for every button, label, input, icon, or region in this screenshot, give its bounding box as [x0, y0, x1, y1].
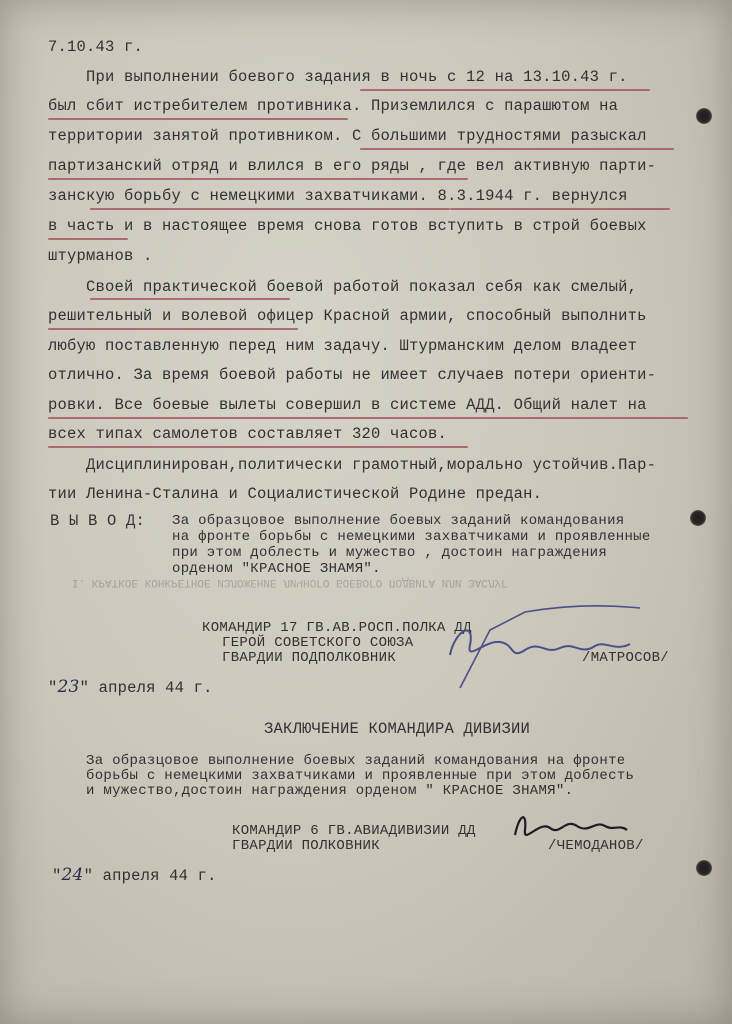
date2-day: 24 [61, 865, 84, 885]
division-text-line: борьбы с немецкими захватчиками и проявленные при этом доблесть [86, 768, 635, 784]
commander2-line: КОМАНДИР 6 ГВ.АВИАДИВИЗИИ ДД [232, 823, 476, 839]
date-line: 7.10.43 г. [48, 38, 144, 56]
conclusion-label: В Ы В О Д: [50, 512, 146, 530]
date2-rest: апреля 44 г. [102, 867, 217, 885]
punch-hole [696, 860, 712, 876]
division-text-line: За образцовое выполнение боевых заданий командования на фронте [86, 753, 626, 769]
pencil-underline [48, 417, 688, 419]
pencil-underline [48, 446, 468, 448]
commander1-line: ГЕРОЙ СОВЕТСКОГО СОЮЗА [222, 635, 414, 651]
punch-hole [690, 510, 706, 526]
paragraph1-line: территории занятой противником. С большими трудностями разыскал [48, 127, 647, 145]
paragraph2-line: решительный и волевой офицер Красной армии, способный выполнить [48, 307, 647, 325]
paragraph2-line: Своей практической боевой работой показал себя как смелый, [86, 278, 638, 296]
paragraph2-line: любую поставленную перед ним задачу. Штурманским делом владеет [48, 337, 638, 355]
commander2-name: /ЧЕМОДАНОВ/ [548, 838, 644, 854]
date1-rest: апреля 44 г. [98, 679, 213, 697]
punch-hole [696, 108, 712, 124]
pencil-underline [48, 118, 348, 120]
commander2-line: ГВАРДИИ ПОЛКОВНИК [232, 838, 380, 854]
paragraph2-line: ровки. Все боевые вылеты совершил в системе АДД. Общий налет на [48, 396, 647, 414]
pencil-underline [360, 89, 650, 91]
division-text-line: и мужество,достоин награждения орденом " КРАСНОЕ ЗНАМЯ". [86, 783, 574, 799]
commander1-signature [430, 600, 650, 690]
pencil-underline [48, 328, 298, 330]
paragraph2-line: отлично. За время боевой работы не имеет случаев потери ориенти- [48, 366, 657, 384]
pencil-underline [90, 208, 450, 210]
pencil-underline [48, 178, 468, 180]
date1-day: 23 [57, 677, 80, 697]
pencil-underline [48, 238, 128, 240]
pencil-underline [450, 208, 670, 210]
paragraph1-line: был сбит истребителем противника. Приземлился с парашютом на [48, 97, 619, 115]
conclusion-line: За образцовое выполнение боевых заданий командования [172, 513, 625, 529]
commander1-line: КОМАНДИР 17 ГВ.АВ.РОСП.ПОЛКА ДД [202, 620, 472, 636]
paragraph1-line: в часть и в настоящее время снова готов вступить в строй боевых [48, 217, 647, 235]
division-title: ЗАКЛЮЧЕНИЕ КОМАНДИРА ДИВИЗИИ [264, 720, 531, 738]
commander1-name: /МАТРОСОВ/ [582, 650, 670, 666]
faint-form-header: I. КРАТКОЕ КОНКРЕТНОЕ ИЗЛОЖЕНИЕ ЛИЧНОГО БОЕВОГО ПОДВИГА ИЛИ ЗАСЛУГ [72, 576, 508, 588]
paragraph1-line: штурманов . [48, 247, 153, 265]
conclusion-line: на фронте борьбы с немецкими захватчиками и проявленные [172, 529, 651, 545]
conclusion-line: орденом "КРАСНОЕ ЗНАМЯ". [172, 561, 381, 577]
paragraph1-line: занскую борьбу с немецкими захватчиками. 8.3.1944 г. вернулся [48, 187, 628, 205]
pencil-underline [90, 298, 290, 300]
paragraph1-line: При выполнении боевого задания в ночь с 12 на 13.10.43 г. [86, 68, 628, 86]
paragraph2-line: всех типах самолетов составляет 320 часов. [48, 425, 448, 443]
paragraph1-line: партизанский отряд и влился в его ряды , где вел активную парти- [48, 157, 657, 175]
commander2-signature [505, 800, 635, 860]
conclusion-line: при этом доблесть и мужество , достоин награждения [172, 545, 608, 561]
paragraph3-line: Дисциплинирован,политически грамотный,морально устойчив.Пар- [86, 456, 657, 474]
commander1-line: ГВАРДИИ ПОДПОЛКОВНИК [222, 650, 397, 666]
paragraph3-line: тии Ленина-Сталина и Социалистической Родине предан. [48, 485, 543, 503]
pencil-underline [360, 148, 674, 150]
date2: "24" апреля 44 г. [52, 865, 217, 885]
date1: "23" апреля 44 г. [48, 677, 213, 697]
